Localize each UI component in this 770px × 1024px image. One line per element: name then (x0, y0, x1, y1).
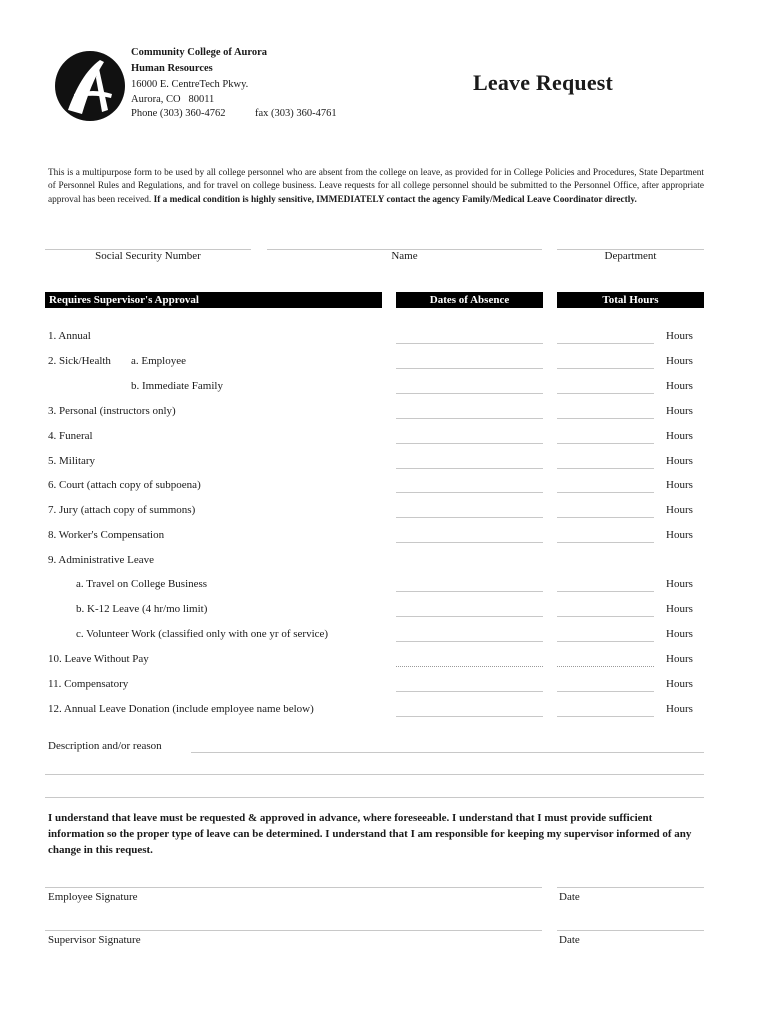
hours-unit: Hours (666, 578, 693, 590)
acknowledgement-text: I understand that leave must be requested & approved in advance, where foreseeable. I understand that I must provide sufficient information so the proper type of leave can be determined. I understand that I am responsible for keeping my supervisor informed of any change in this request. (48, 812, 692, 856)
total-hours-header-text: Total Hours (602, 294, 659, 306)
leave-sub-employee: a. Employee (131, 355, 186, 367)
description-field-line-3[interactable] (45, 797, 704, 798)
hours-unit: Hours (666, 504, 693, 516)
intro-paragraph (48, 167, 704, 207)
leave-type-donation: 12. Annual Leave Donation (include employee name below) (48, 703, 314, 715)
hours-field-annual[interactable] (557, 343, 654, 344)
hours-unit: Hours (666, 628, 693, 640)
supervisor-date-label: Date (559, 934, 580, 946)
street-address: 16000 E. CentreTech Pkwy. (131, 79, 249, 90)
supervisor-approval-header-text: Requires Supervisor's Approval (49, 294, 199, 306)
employee-date-field[interactable] (557, 887, 704, 888)
leave-sub-k12: b. K-12 Leave (4 hr/mo limit) (76, 603, 208, 615)
hours-field-sick-employee[interactable] (557, 368, 654, 369)
employee-signature-field[interactable] (45, 887, 542, 888)
dates-of-absence-header-text: Dates of Absence (429, 294, 510, 306)
hours-field-without-pay[interactable] (557, 666, 654, 667)
supervisor-signature-label: Supervisor Signature (48, 934, 141, 946)
department-label: Department (604, 250, 657, 262)
hours-unit: Hours (666, 380, 693, 392)
fax-number: fax (303) 360-4761 (255, 108, 337, 119)
dates-field-workers-comp[interactable] (396, 542, 543, 543)
hours-field-compensatory[interactable] (557, 691, 654, 692)
dates-field-donation[interactable] (396, 716, 543, 717)
employee-date-label: Date (559, 891, 580, 903)
org-name: Community College of Aurora (131, 47, 268, 58)
leave-type-workers-comp: 8. Worker's Compensation (48, 529, 165, 541)
hours-unit: Hours (666, 653, 693, 665)
leave-type-administrative: 9. Administrative Leave (48, 554, 154, 566)
leave-type-military: 5. Military (48, 455, 96, 467)
supervisor-date-field[interactable] (557, 930, 704, 931)
dates-field-k12[interactable] (396, 616, 543, 617)
leave-type-sick-health: 2. Sick/Health (48, 355, 111, 367)
dates-field-volunteer[interactable] (396, 641, 543, 642)
hours-field-military[interactable] (557, 468, 654, 469)
dates-field-court[interactable] (396, 492, 543, 493)
dates-field-travel[interactable] (396, 591, 543, 592)
leave-sub-volunteer: c. Volunteer Work (classified only with one yr of service) (76, 628, 329, 640)
description-label: Description and/or reason (48, 740, 162, 752)
department-name: Human Resources (131, 63, 213, 74)
leave-type-compensatory: 11. Compensatory (48, 678, 129, 690)
intro-text: This is a multipurpose form to be used by all college personnel who are absent from the college on leave, as provided for in College Policies and Procedures, State Department of Personnel Rules and Regulations, and for travel on college business. Leave requests for all college personnel should be submitted to the Personnel Office, after appropriate approval has been received. (48, 168, 704, 205)
form-title: Leave Request (473, 70, 614, 95)
leave-type-court: 6. Court (attach copy of subpoena) (48, 479, 201, 491)
hours-unit: Hours (666, 430, 693, 442)
ssn-label: Social Security Number (95, 250, 201, 262)
intro-warning: If a medical condition is highly sensitive, IMMEDIATELY contact the agency Family/Medical Leave Coordinator directly. (153, 194, 637, 205)
leave-sub-immediate-family: b. Immediate Family (131, 380, 223, 392)
leave-sub-travel: a. Travel on College Business (76, 578, 208, 590)
hours-unit: Hours (666, 355, 693, 367)
hours-field-court[interactable] (557, 492, 654, 493)
city-state-zip: Aurora, CO 80011 (131, 94, 215, 105)
dates-of-absence-header (396, 292, 543, 308)
hours-field-jury[interactable] (557, 517, 654, 518)
total-hours-header (557, 292, 704, 308)
leave-type-jury: 7. Jury (attach copy of summons) (48, 504, 196, 516)
hours-field-k12[interactable] (557, 616, 654, 617)
hours-unit: Hours (666, 479, 693, 491)
dates-field-without-pay[interactable] (396, 666, 543, 667)
hours-field-personal[interactable] (557, 418, 654, 419)
hours-unit: Hours (666, 455, 693, 467)
hours-field-donation[interactable] (557, 716, 654, 717)
employee-signature-label: Employee Signature (48, 891, 138, 903)
leave-type-funeral: 4. Funeral (48, 430, 93, 442)
phone-number: Phone (303) 360-4762 (131, 108, 226, 119)
hours-unit: Hours (666, 703, 693, 715)
supervisor-approval-header (45, 292, 382, 308)
dates-field-compensatory[interactable] (396, 691, 543, 692)
name-label: Name (391, 250, 418, 262)
dates-field-funeral[interactable] (396, 443, 543, 444)
hours-unit: Hours (666, 603, 693, 615)
hours-field-funeral[interactable] (557, 443, 654, 444)
supervisor-signature-field[interactable] (45, 930, 542, 931)
description-field-line-2[interactable] (45, 774, 704, 775)
hours-unit: Hours (666, 678, 693, 690)
dates-field-sick-family[interactable] (396, 393, 543, 394)
hours-unit: Hours (666, 405, 693, 417)
hours-unit: Hours (666, 330, 693, 342)
dates-field-annual[interactable] (396, 343, 543, 344)
hours-field-sick-family[interactable] (557, 393, 654, 394)
dates-field-jury[interactable] (396, 517, 543, 518)
hours-field-workers-comp[interactable] (557, 542, 654, 543)
hours-unit: Hours (666, 529, 693, 541)
college-logo (52, 48, 128, 124)
description-field-line-1[interactable] (191, 752, 704, 753)
leave-type-annual: 1. Annual (48, 330, 91, 342)
leave-type-personal: 3. Personal (instructors only) (48, 405, 176, 417)
hours-field-volunteer[interactable] (557, 641, 654, 642)
hours-field-travel[interactable] (557, 591, 654, 592)
leave-type-without-pay: 10. Leave Without Pay (48, 653, 149, 665)
dates-field-sick-employee[interactable] (396, 368, 543, 369)
dates-field-personal[interactable] (396, 418, 543, 419)
dates-field-military[interactable] (396, 468, 543, 469)
